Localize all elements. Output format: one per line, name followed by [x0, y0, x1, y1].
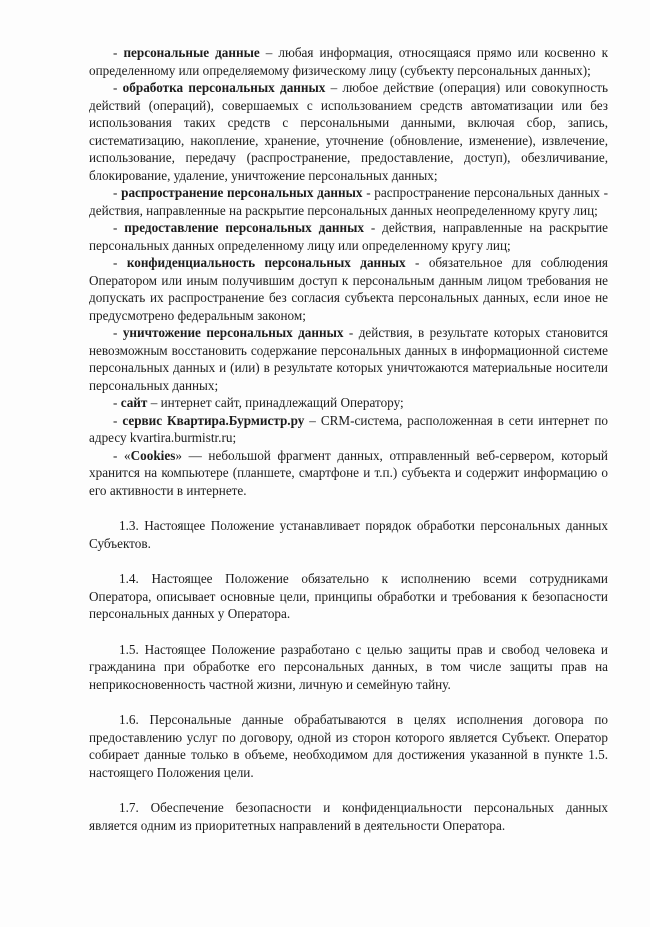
definition-item: - конфиденциальность персональных данных - обязательное для соблюдения Оператором или иным получившим доступ к персональным данным лицом требования не допускать их распространение без согласия субъекта персональных данных, если иное не предусмотрено федеральным законом;: [89, 255, 608, 323]
definition-term: Cookies: [130, 447, 176, 463]
paragraph-1-5: 1.5. Настоящее Положение разработано с целью защиты прав и свобод человека и гражданина при обработке его персональных данных, в том числе защиты прав на неприкосновенность частной жизни, личную и семейную тайну.: [89, 641, 608, 692]
paragraph-1-4: 1.4. Настоящее Положение обязательно к исполнению всеми сотрудниками Оператора, описывает основные цели, принципы обработки и требования к безопасности персональных данных у Оператора.: [89, 571, 608, 621]
definition-item: - «Cookies» — небольшой фрагмент данных, отправленный веб-сервером, который хранится на компьютере (планшете, смартфоне и т.п.) субъекта и содержит информацию о его активности в интернете.: [89, 447, 608, 498]
definition-term: сайт: [120, 395, 148, 410]
definition-item: - предоставление персональных данных - действия, направленные на раскрытие персональных данных определенному лицу или определенному кругу лиц;: [89, 220, 608, 253]
definition-term: сервис Квартира.Бурмистр.ру: [122, 412, 305, 428]
definition-item: - распространение персональных данных - распространение персональных данных - действия, направленные на раскрытие персональных данных неопределенному кругу лиц;: [89, 185, 608, 218]
definition-item: - сервис Квартира.Бурмистр.ру – CRM-система, расположенная в сети интернет по адресу kvartira.burmistr.ru;: [89, 412, 608, 445]
definition-term: уничтожение персональных данных: [122, 325, 344, 340]
definition-term: предоставление персональных данных: [124, 220, 365, 235]
definition-item: - уничтожение персональных данных - действия, в результате которых становится невозможным восстановить содержание персональных данных в информационной системе персональных данных и (или) в результате которых уничтожаются материальные носители персональных данных;: [89, 325, 608, 393]
definition-text: – любая информация, относящаяся прямо или косвенно к определенному или определяемому физическому лицу (субъекту персональных данных);: [89, 45, 608, 78]
definition-text: – интернет сайт, принадлежащий Оператору;: [147, 395, 404, 410]
definition-text: - действия, в результате которых становится невозможным восстановить содержание персональных данных в информационной системе персональных данных и (или) в результате которых уничтожаются материальные носители персональных данных;: [89, 325, 608, 393]
paragraph-1-6: 1.6. Персональные данные обрабатываются в целях исполнения договора по предоставлению услуг по договору, одной из сторон которого является Субъект. Оператор собирает данные только в объеме, необходимом для достижения указанной в пункте 1.5. настоящего Положения цели.: [89, 712, 608, 780]
definition-item: - сайт – интернет сайт, принадлежащий Оператору;: [113, 395, 404, 410]
definition-item: - обработка персональных данных – любое действие (операция) или совокупность действий (операций), совершаемых с использованием средств автоматизации или без использования таких средств с персональными данными, включая сбор, запись, систематизацию, накопление, хранение, уточнение (обновление, изменение), извлечение, использование, передачу (распространение, предоставление, доступ), обезличивание, блокирование, удаление, уничтожение персональных данных;: [89, 80, 608, 183]
definition-item: - персональные данные – любая информация, относящаяся прямо или косвенно к определенному или определяемому физическому лицу (субъекту персональных данных);: [89, 45, 608, 78]
definition-term: конфиденциальность персональных данных: [126, 255, 406, 270]
definition-text: - обязательное для соблюдения Оператором или иным получившим доступ к персональным данным лицом требования не допускать их распространение без согласия субъекта персональных данных, если иное не предусмотрено федеральным законом;: [89, 255, 608, 323]
definition-text: - распространение персональных данных - действия, направленные на раскрытие персональных данных неопределенному кругу лиц;: [89, 185, 608, 218]
paragraph-1-3: 1.3. Настоящее Положение устанавливает порядок обработки персональных данных Субъектов.: [89, 518, 608, 551]
definition-text: » — небольшой фрагмент данных, отправленный веб-сервером, который хранится на компьютере (планшете, смартфоне и т.п.) субъекта и содержит информацию о его активности в интернете.: [89, 447, 608, 498]
definition-term: распространение персональных данных: [121, 185, 363, 200]
definition-text: – любое действие (операция) или совокупность действий (операций), совершаемых с использованием средств автоматизации или без использования таких средств с персональными данными, включая сбор, запись, систематизацию, накопление, хранение, уточнение (обновление, изменение), извлечение, использование, передачу (распространение, предоставление, доступ), обезличивание, блокирование, удаление, уничтожение персональных данных;: [89, 80, 608, 183]
paragraph-1-7: 1.7. Обеспечение безопасности и конфиденциальности персональных данных является одним из приоритетных направлений в деятельности Оператора.: [89, 800, 608, 833]
definition-text: - действия, направленные на раскрытие персональных данных определенному лицу или определенному кругу лиц;: [89, 220, 608, 253]
definition-term: обработка персональных данных: [122, 80, 326, 95]
definition-term: персональные данные: [123, 45, 260, 60]
definition-text: – CRM-система, расположенная в сети интернет по адресу kvartira.burmistr.ru;: [89, 412, 608, 445]
definitions-list: [89, 44, 608, 499]
